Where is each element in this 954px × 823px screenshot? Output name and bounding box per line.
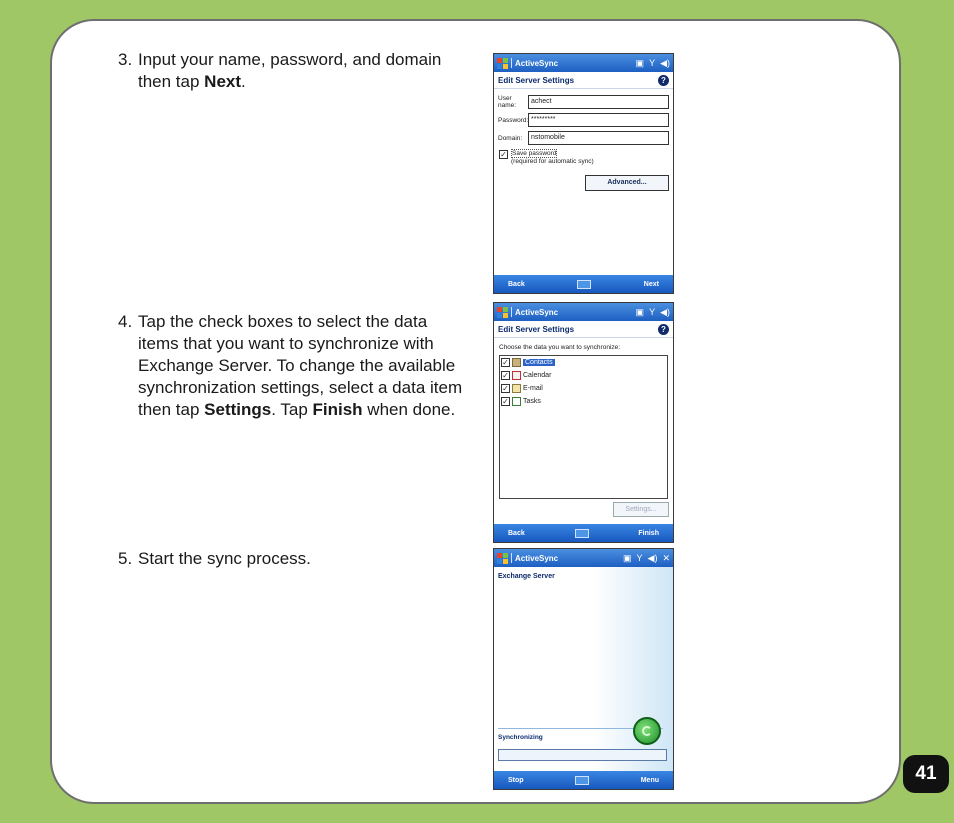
screenshot-select-data bbox=[493, 302, 674, 543]
help-icon[interactable]: ? bbox=[658, 324, 669, 335]
connectivity-icon[interactable]: ▣ bbox=[635, 306, 645, 317]
finish-softkey[interactable]: Finish bbox=[638, 529, 659, 537]
email-icon bbox=[512, 384, 521, 393]
sync-icon[interactable] bbox=[633, 717, 661, 745]
signal-icon[interactable]: Y bbox=[636, 553, 643, 563]
server-title: Exchange Server bbox=[498, 573, 555, 580]
step-text: Start the sync process. bbox=[138, 549, 311, 568]
keyboard-icon[interactable] bbox=[575, 776, 589, 785]
app-title: ActiveSync bbox=[515, 58, 559, 68]
sync-progress-bar bbox=[498, 749, 667, 761]
list-item-tasks[interactable]: ✓ Tasks bbox=[502, 397, 541, 406]
email-checkbox[interactable]: ✓ bbox=[502, 384, 509, 393]
sync-prompt: Choose the data you want to synchronize: bbox=[499, 344, 621, 351]
title-bar bbox=[494, 549, 673, 567]
stop-softkey[interactable]: Stop bbox=[508, 776, 524, 784]
step-5 bbox=[118, 548, 468, 570]
step-3 bbox=[118, 49, 468, 93]
app-title: ActiveSync bbox=[515, 553, 559, 563]
start-icon[interactable] bbox=[497, 307, 508, 318]
volume-icon[interactable]: ◀) bbox=[660, 306, 670, 317]
soft-key-bar bbox=[494, 275, 673, 293]
step-number: 5. bbox=[118, 549, 133, 568]
screenshot-edit-server-settings bbox=[493, 53, 674, 294]
connectivity-icon[interactable]: ▣ bbox=[623, 552, 632, 563]
password-row: Password: ********* bbox=[498, 113, 669, 127]
title-bar bbox=[494, 54, 673, 72]
screen-header: Edit Server Settings ? bbox=[494, 72, 673, 89]
step-number: 4. bbox=[118, 312, 133, 331]
sync-status-label: Synchronizing bbox=[498, 734, 543, 741]
next-softkey[interactable]: Next bbox=[643, 280, 659, 288]
list-item-calendar[interactable]: ✓ Calendar bbox=[502, 371, 552, 380]
keyboard-icon[interactable] bbox=[577, 280, 591, 289]
tasks-icon bbox=[512, 397, 521, 406]
contacts-checkbox[interactable]: ✓ bbox=[502, 358, 509, 367]
screenshot-synchronizing bbox=[493, 548, 674, 790]
tasks-checkbox[interactable]: ✓ bbox=[502, 397, 509, 406]
back-softkey[interactable]: Back bbox=[508, 280, 525, 288]
menu-softkey[interactable]: Menu bbox=[640, 776, 659, 784]
calendar-icon bbox=[512, 371, 521, 380]
signal-icon[interactable]: Y bbox=[649, 58, 656, 68]
contacts-icon bbox=[512, 358, 521, 367]
save-password-option[interactable]: ✓ Save password (required for automatic sync) bbox=[500, 150, 594, 165]
volume-icon[interactable]: ◀) bbox=[660, 57, 670, 68]
volume-icon[interactable]: ◀) bbox=[647, 552, 658, 563]
list-item-email[interactable]: ✓ E-mail bbox=[502, 384, 543, 393]
user-name-row: User name: achect bbox=[498, 95, 669, 109]
soft-key-bar bbox=[494, 771, 673, 789]
step-4 bbox=[118, 311, 468, 421]
password-input[interactable]: ********* bbox=[528, 113, 669, 127]
start-icon[interactable] bbox=[497, 58, 508, 69]
step-text: Tap the check boxes to select the data items that you want to synchronize with Exchange Server. To change the available synchronization settings, select a data item then tap Settings. Tap Finish when done. bbox=[138, 312, 463, 419]
list-item-contacts[interactable]: ✓ Contacts bbox=[502, 358, 553, 367]
back-softkey[interactable]: Back bbox=[508, 529, 525, 537]
domain-input[interactable]: nstomobile bbox=[528, 131, 669, 145]
start-icon[interactable] bbox=[497, 553, 508, 564]
help-icon[interactable]: ? bbox=[658, 75, 669, 86]
calendar-checkbox[interactable]: ✓ bbox=[502, 371, 509, 380]
signal-icon[interactable]: Y bbox=[649, 307, 656, 317]
title-bar bbox=[494, 303, 673, 321]
user-name-input[interactable]: achect bbox=[528, 95, 669, 109]
settings-button[interactable]: Settings... bbox=[613, 502, 669, 517]
domain-row: Domain: nstomobile bbox=[498, 131, 669, 145]
advanced-button[interactable]: Advanced... bbox=[585, 175, 669, 191]
step-text: Input your name, password, and domain then tap Next. bbox=[138, 50, 442, 91]
connectivity-icon[interactable]: ▣ bbox=[635, 57, 645, 68]
close-icon[interactable]: ✕ bbox=[662, 552, 670, 563]
screen-header: Edit Server Settings ? bbox=[494, 321, 673, 338]
save-password-checkbox[interactable]: ✓ bbox=[500, 150, 507, 159]
sync-items-list bbox=[499, 355, 668, 499]
app-title: ActiveSync bbox=[515, 307, 559, 317]
page-number: 41 bbox=[903, 755, 949, 793]
keyboard-icon[interactable] bbox=[575, 529, 589, 538]
soft-key-bar bbox=[494, 524, 673, 542]
step-number: 3. bbox=[118, 50, 133, 69]
